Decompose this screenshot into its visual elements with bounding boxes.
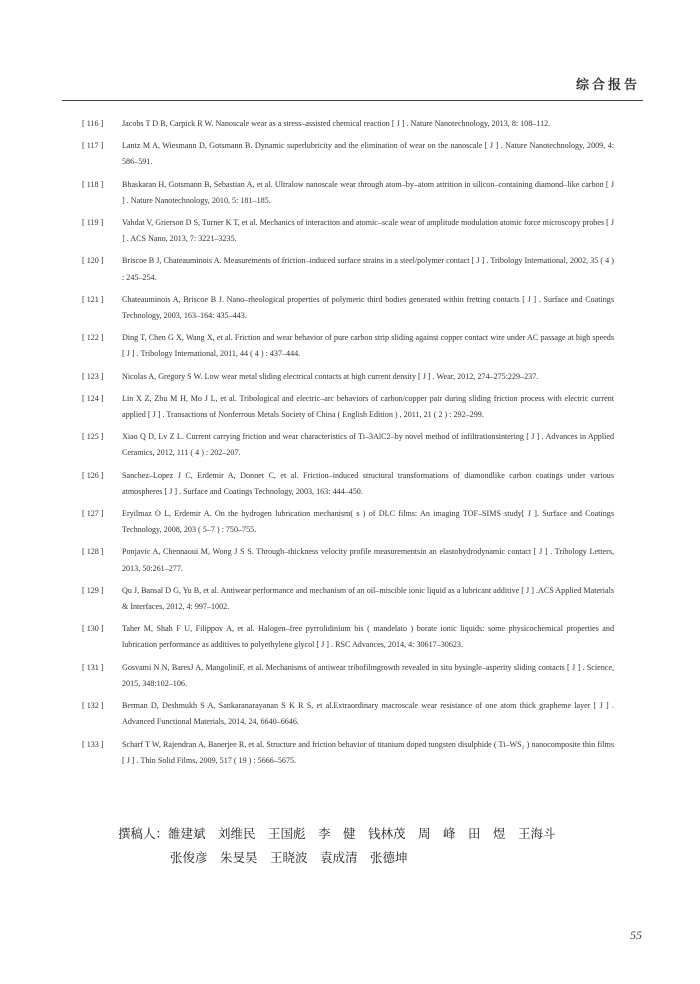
reference-text: Qu J, Bansal D G, Yu B, et al. Antiwear performance and mechanism of an oil–miscible ionic liquid as a lubricant additive [ J ] .ACS Applied Materials & Interfaces, 2012, 4: 997–1002. (122, 585, 614, 612)
reference-text: Xiao Q D, Lv Z L. Current carrying friction and wear characteristics of Ti–3AlC2–by novel method of infiltrationsintering [ J ] . Advances in Applied Ceramics, 2012, 111 ( 4 ) : 202–207. (122, 432, 614, 458)
authors-label: 撰稿人： (118, 826, 169, 841)
authors-block (118, 822, 638, 870)
reference-text: Gosvami N N, BaresJ A, MangoliniF, et al. Mechanisms of antiwear tribofilmgrowth revealed in situ bysingle–asperity sliding contacts [ J ] . Science, 2015, 348:102–106. (122, 662, 614, 688)
reference-number: [ 119 ] (82, 218, 104, 228)
authors-line-1 (118, 822, 638, 846)
reference-number: [ 120 ] (82, 256, 104, 266)
reference-number: [ 133 ] (82, 739, 104, 749)
reference-number: [ 128 ] (82, 547, 104, 557)
reference-text: Nicolas A, Gregory S W. Low wear metal sliding electrical contacts at high current density [ J ] . Wear, 2012, 274–275:229–237. (122, 371, 539, 381)
reference-entry (0, 330, 700, 362)
authors-names-1: 雒建斌 刘维民 王国彪 李 健 钱林茂 周 峰 田 煜 王海斗 (168, 826, 556, 841)
reference-text: Chateauminois A, Briscoe B J. Nano–rheological properties of polymeric third bodies generated within fretting contacts [ J ] . Surface and Coatings Technology, 2003, 163–164: 435–443. (122, 294, 614, 321)
reference-entry (0, 698, 700, 730)
reference-text: Bhaskaran H, Gotsmann B, Sebastian A, et al. Ultralow nanoscale wear through atom–by–atom attrition in silicon–containing diamond–like carbon [ J ] . Nature Nanotechnology, 2010, 5: 181–185. (122, 179, 614, 205)
reference-entry (0, 429, 700, 461)
reference-entry (0, 391, 700, 423)
reference-text: Taher M, Shah F U, Filippov A, et al. Halogen–free pyrrolidinium bis ( mandelato ) borate ionic liquids: some physicochemical properties and lubrication performance as additives to polyethylene glycol [ J ] . RSC Advances, 2014, 4: 30617–30623. (122, 624, 614, 650)
reference-number: [ 117 ] (82, 141, 104, 151)
authors-line-2 (118, 846, 638, 870)
reference-entry (0, 737, 700, 769)
reference-number: [ 121 ] (82, 294, 104, 304)
reference-number: [ 123 ] (82, 371, 104, 381)
reference-text: Briscoe B J, Chateauminois A. Measurements of friction–induced surface strains in a steel/polymer contact [ J ] . Tribology International, 2002, 35 ( 4 ) : 245–254. (122, 256, 614, 282)
reference-number: [ 127 ] (82, 509, 104, 519)
authors-names-2: 张俊彦 朱旻昊 王晓波 袁成清 张德坤 (170, 850, 408, 865)
header-divider (62, 100, 643, 101)
reference-number: [ 124 ] (82, 393, 104, 403)
reference-text: Lin X Z, Zhu M H, Mo J L, et al. Tribological and electric–arc behaviors of carbon/copper pair during sliding friction process with electric current applied [ J ] . Transactions of Nonferrous Metals Society of China ( English Edition ) , 2011, 21 ( 2 ) : 292–299. (122, 393, 614, 420)
reference-number: [ 129 ] (82, 585, 104, 595)
reference-number: [ 125 ] (82, 432, 104, 442)
reference-entry (0, 215, 700, 247)
reference-text: Ponjavic A, Chennaoui M, Wong J S S. Through–thickness velocity profile measurementsin an elastohydrodynamic contact [ J ] . Tribology Letters, 2013, 50:261–277. (122, 547, 614, 573)
reference-entry (0, 116, 700, 132)
reference-text: Berman D, Deshmukh S A, Sankaranarayanan S K R S, et al.Extraordinary macroscale wear resistance of one atom thick grapheme layer [ J ] . Advanced Functional Materials, 2014, 24, 6640–6646. (122, 701, 614, 727)
reference-text: Eryilmaz O L, Erdemir A. On the hydrogen lubrication mechanism( s ) of DLC films: An imaging TOF–SIMS study[ J ]. Surface and Coatings Technology, 2008, 203 ( 5–7 ) : 750–755. (122, 509, 614, 535)
reference-text: Scharf T W, Rajendran A, Banerjee R, et al. Structure and friction behavior of titanium doped tungsten disulphide ( Ti–WS₂ ) nanocomposite thin films [ J ] . Thin Solid Films, 2009, 517 ( 19 ) : 5666–5675. (122, 739, 614, 765)
reference-entry (0, 292, 700, 324)
reference-entry (0, 138, 700, 170)
page-number: 55 (630, 928, 642, 942)
reference-entry (0, 253, 700, 285)
reference-number: [ 118 ] (82, 179, 104, 189)
reference-number: [ 131 ] (82, 662, 104, 672)
reference-number: [ 126 ] (82, 470, 104, 480)
reference-number: [ 122 ] (82, 333, 104, 343)
reference-list (0, 116, 700, 775)
reference-entry (0, 506, 700, 538)
reference-entry (0, 468, 700, 500)
reference-entry (0, 660, 700, 692)
reference-number: [ 116 ] (82, 119, 104, 128)
reference-text: Sanchez–Lopez J C, Erdemir A, Donnet C, et al. Friction–induced structural transformations of diamondlike carbon coatings under various atmospheres [ J ] . Surface and Coatings Technology, 2003, 163: 444–450. (122, 470, 614, 496)
reference-text: Jacobs T D B, Carpick R W. Nanoscale wear as a stress–assisted chemical reaction [ J ] . Nature Nanotechnology, 2013, 8: 108–112. (122, 119, 551, 128)
reference-entry (0, 544, 700, 576)
reference-text: Ding T, Chen G X, Wang X, et al. Friction and wear behavior of pure carbon strip sliding against copper contact wire under AC passage at high speeds [ J ] . Tribology International, 2011, 44 ( 4 ) : 437–444. (122, 333, 614, 359)
reference-entry (0, 583, 700, 615)
reference-text: Lantz M A, Wiesmann D, Gotsmann B. Dynamic superlubricity and the elimination of wear on the nanoscale [ J ] . Nature Nanotechnology, 2009, 4: 586–591. (122, 141, 614, 167)
reference-text: Vahdat V, Grierson D S, Turner K T, et al. Mechanics of interaction and atomic–scale wear of amplitude modulation atomic force microscopy probes [ J ] . ACS Nano, 2013, 7: 3221–3235. (122, 218, 614, 244)
reference-number: [ 130 ] (82, 624, 104, 634)
reference-entry (0, 177, 700, 209)
section-title: 综合报告 (575, 77, 640, 92)
reference-entry (0, 369, 700, 385)
reference-entry (0, 621, 700, 653)
reference-number: [ 132 ] (82, 701, 104, 711)
